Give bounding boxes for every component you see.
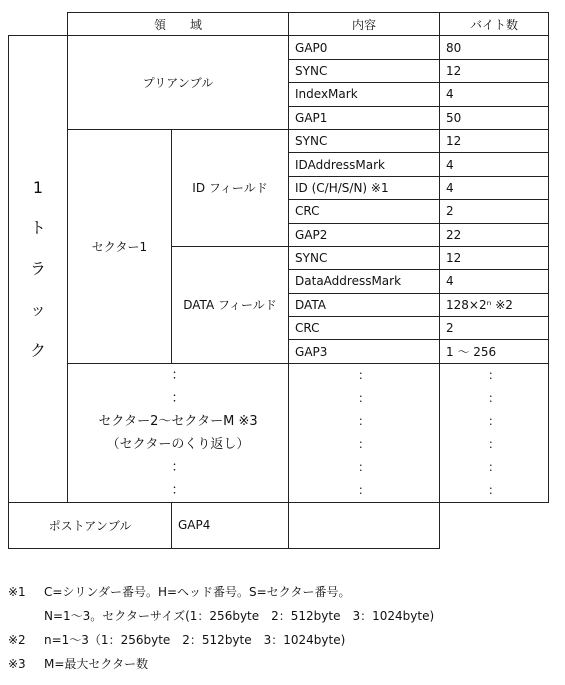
bytes-cell: 4 [440,176,549,199]
content-cell: SYNC [289,129,440,152]
footnote-mark: ※3 [8,657,26,671]
content-cell: DataAddressMark [289,270,440,293]
postamble-label: ポストアンブル [9,502,172,548]
repeat-dot: ： [488,367,501,382]
content-cell: CRC [289,200,440,223]
footnotes [8,580,434,676]
content-cell: GAP2 [289,223,440,246]
footnote-3 [8,652,434,676]
bytes-cell: 80 [440,36,549,59]
id-field-label: ID フィールド [172,129,289,246]
header-area: 領 域 [68,13,289,36]
repeat-dot: ： [358,390,371,405]
bytes-cell: 50 [440,106,549,129]
bytes-cell: 22 [440,223,549,246]
repeat-dot: ： [488,459,501,474]
corner-blank [9,13,68,36]
repeat-dot: ： [171,482,185,498]
track-char: ラ [29,258,46,278]
bytes-cell: 12 [440,129,549,152]
repeat-line-2: （セクターのくり返し） [106,436,250,452]
content-cell: GAP4 [172,502,289,548]
footnote-1-continued: N=1〜3。セクターサイズ(1：256byte 2：512byte 3：1024byte) [44,609,435,623]
content-cell: IndexMark [289,83,440,106]
table-row [9,129,549,152]
bytes-cell: 12 [440,59,549,82]
repeat-dot: ： [488,390,501,405]
footnote-mark: ※1 [8,585,26,599]
bytes-cell: 128×2ⁿ ※2 [440,293,549,316]
bytes-cell: 4 [440,83,549,106]
bytes-cell: 2 [440,200,549,223]
repeat-dot: ： [358,459,371,474]
repeat-dot: ： [358,413,371,428]
track-char: 1 [32,177,44,197]
header-content: 内容 [289,13,440,36]
content-cell: GAP3 [289,340,440,363]
footnote-2 [8,628,434,652]
bytes-cell: 4 [440,270,549,293]
footnote-text: M=最大セクター数 [44,657,149,671]
content-cell: DATA [289,293,440,316]
sector-label: セクター1 [68,129,172,363]
content-cell: ID (C/H/S/N) ※1 [289,176,440,199]
repeat-cell [68,363,289,502]
header-row [9,13,549,36]
footnote-1 [8,580,434,604]
repeat-dot: ： [358,367,371,382]
content-cell: SYNC [289,246,440,269]
bytes-cell: 2 [440,317,549,340]
bytes-cell: 12 [440,246,549,269]
bytes-cell: 4 [440,153,549,176]
repeat-line-1: セクター2〜セクターM ※3 [98,413,258,429]
table-row [9,36,549,59]
repeat-bytes-dots [440,363,549,502]
repeat-content-dots [289,363,440,502]
repeat-dot: ： [171,459,185,475]
track-format-table [8,12,549,549]
repeat-dot: ： [358,436,371,451]
footnote-text: C=シリンダー番号。H=ヘッド番号。S=セクター番号。 [44,585,351,599]
table-row [9,502,549,548]
preamble-label: プリアンブル [68,36,289,130]
header-bytes: バイト数 [440,13,549,36]
content-cell: GAP1 [289,106,440,129]
repeat-dot: ： [488,436,501,451]
bytes-cell [289,502,440,548]
content-cell: IDAddressMark [289,153,440,176]
bytes-cell: 1 〜 256 [440,340,549,363]
content-cell: GAP0 [289,36,440,59]
track-char: ト [29,217,46,237]
repeat-dot: ： [358,482,371,497]
repeat-dot: ： [171,390,185,406]
data-field-label: DATA フィールド [172,246,289,363]
repeat-dot: ： [171,367,185,383]
repeat-dot: ： [488,482,501,497]
repeat-dot: ： [488,413,501,428]
footnote-text: n=1〜3（1：256byte 2：512byte 3：1024byte) [44,633,346,647]
content-cell: SYNC [289,59,440,82]
track-label [9,36,68,502]
track-char: ク [29,340,46,360]
content-cell: CRC [289,317,440,340]
track-char: ッ [29,299,46,319]
footnote-mark: ※2 [8,633,26,647]
